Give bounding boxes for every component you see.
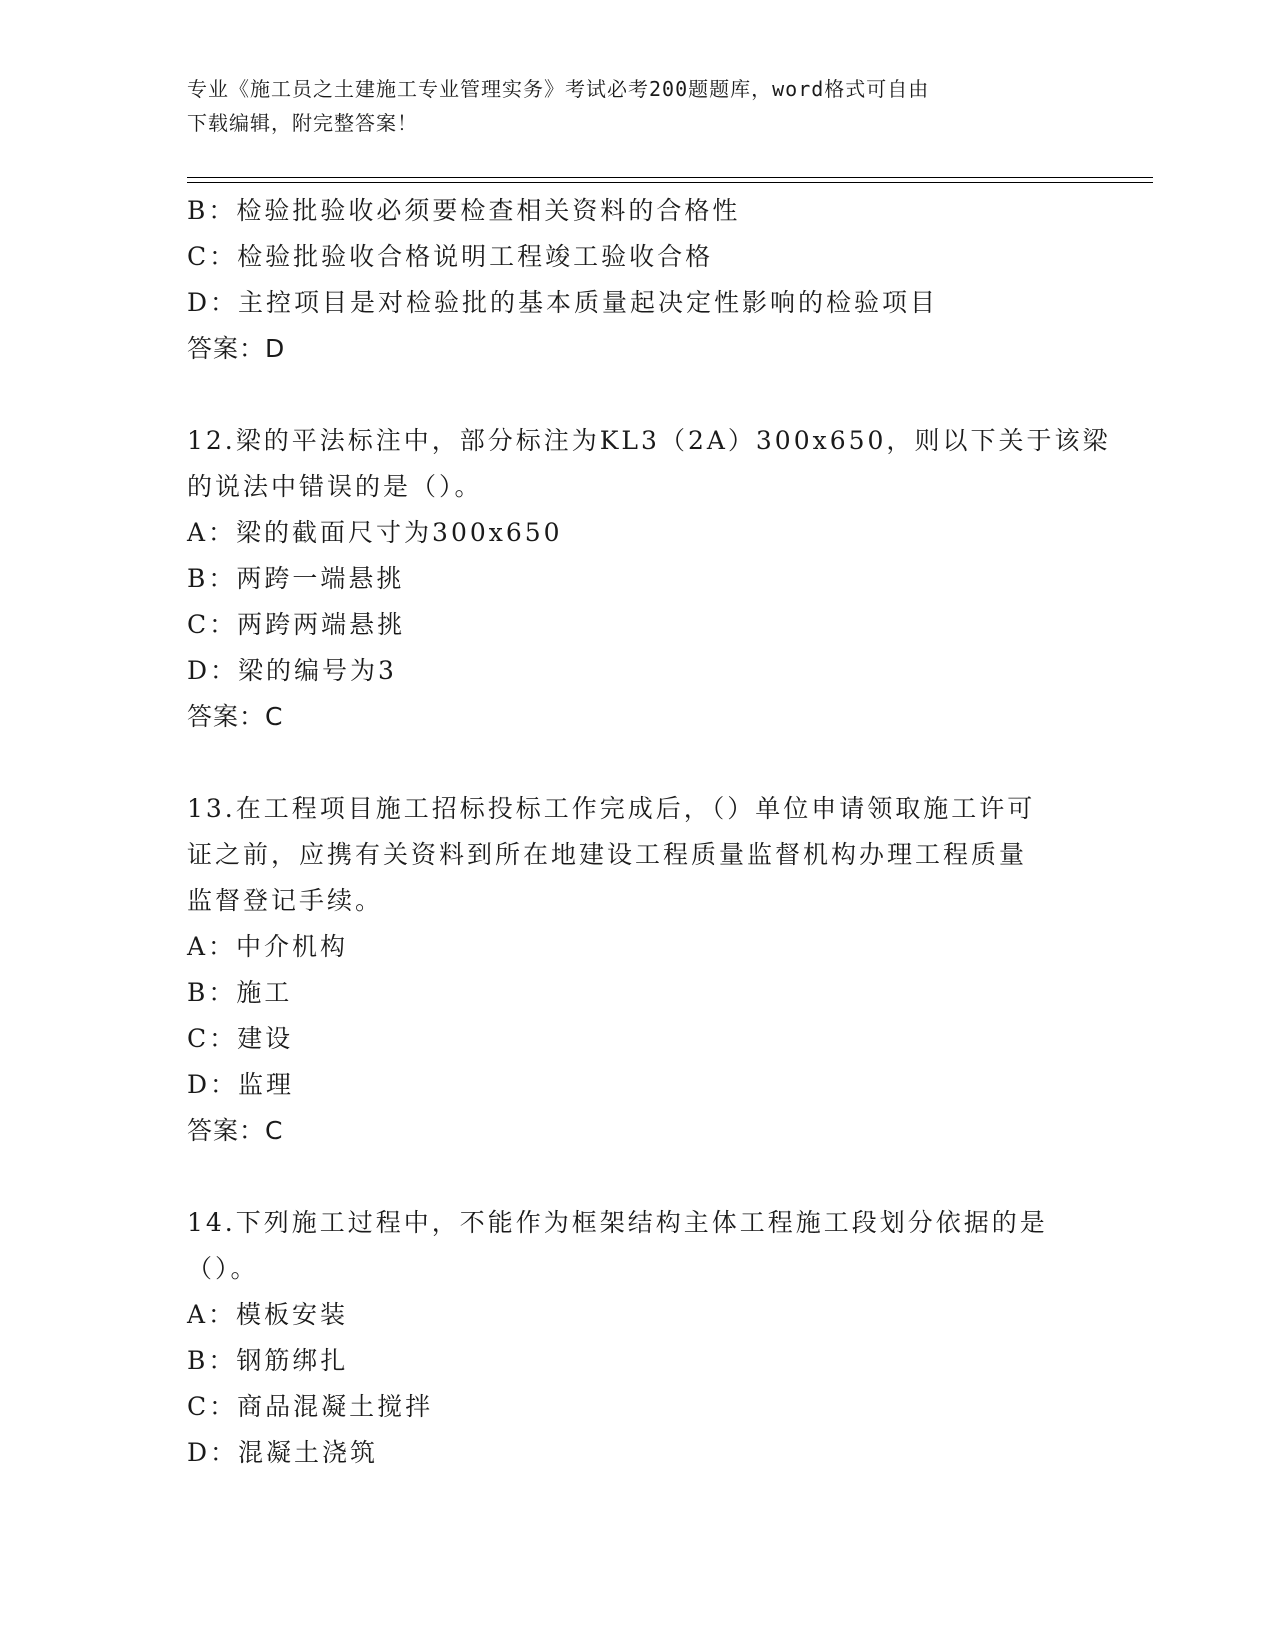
option-b: B：检验批验收必须要检查相关资料的合格性 xyxy=(187,196,741,225)
header-line-1: 专业《施工员之土建施工专业管理实务》考试必考200题题库，word格式可自由 xyxy=(187,77,930,101)
option-a: A：中介机构 xyxy=(187,932,349,961)
question-14 xyxy=(187,1200,1087,1476)
option-d: D：监理 xyxy=(187,1070,295,1099)
option-a: A：梁的截面尺寸为300x650 xyxy=(187,518,563,547)
option-b: B：钢筋绑扎 xyxy=(187,1346,349,1375)
question-12 xyxy=(187,418,1111,740)
option-a: A：模板安装 xyxy=(187,1300,349,1329)
answer: 答案：C xyxy=(187,702,284,731)
header-divider-bottom xyxy=(187,182,1153,183)
question-stem: 的说法中错误的是（）。 xyxy=(187,472,483,501)
answer: 答案：D xyxy=(187,334,286,363)
spacer xyxy=(187,740,1087,786)
question-list xyxy=(187,188,1111,1476)
header-divider-top xyxy=(187,177,1153,178)
header-line-2: 下载编辑，附完整答案！ xyxy=(187,111,418,135)
question-stem: 13.在工程项目施工招标投标工作完成后，（）单位申请领取施工许可 xyxy=(187,794,1036,823)
option-d: D：梁的编号为3 xyxy=(187,656,397,685)
spacer xyxy=(187,1154,1087,1200)
spacer xyxy=(187,372,1087,418)
question-11-tail xyxy=(187,188,1087,372)
question-stem: 12.梁的平法标注中，部分标注为KL3（2A）300x650，则以下关于该梁 xyxy=(187,426,1111,455)
question-stem: 监督登记手续。 xyxy=(187,886,384,915)
answer: 答案：C xyxy=(187,1116,284,1145)
document-header xyxy=(187,72,1087,140)
option-c: C：商品混凝土搅拌 xyxy=(187,1392,434,1421)
question-stem: 14.下列施工过程中，不能作为框架结构主体工程施工段划分依据的是 xyxy=(187,1208,1048,1237)
option-d: D：主控项目是对检验批的基本质量起决定性影响的检验项目 xyxy=(187,288,939,317)
option-b: B：施工 xyxy=(187,978,293,1007)
question-13 xyxy=(187,786,1087,1154)
question-stem: 证之前，应携有关资料到所在地建设工程质量监督机构办理工程质量 xyxy=(187,840,1028,869)
option-b: B：两跨一端悬挑 xyxy=(187,564,405,593)
option-c: C：两跨两端悬挑 xyxy=(187,610,406,639)
question-stem: （）。 xyxy=(187,1254,259,1283)
option-d: D：混凝土浇筑 xyxy=(187,1438,379,1467)
option-c: C：检验批验收合格说明工程竣工验收合格 xyxy=(187,242,714,271)
option-c: C：建设 xyxy=(187,1024,294,1053)
